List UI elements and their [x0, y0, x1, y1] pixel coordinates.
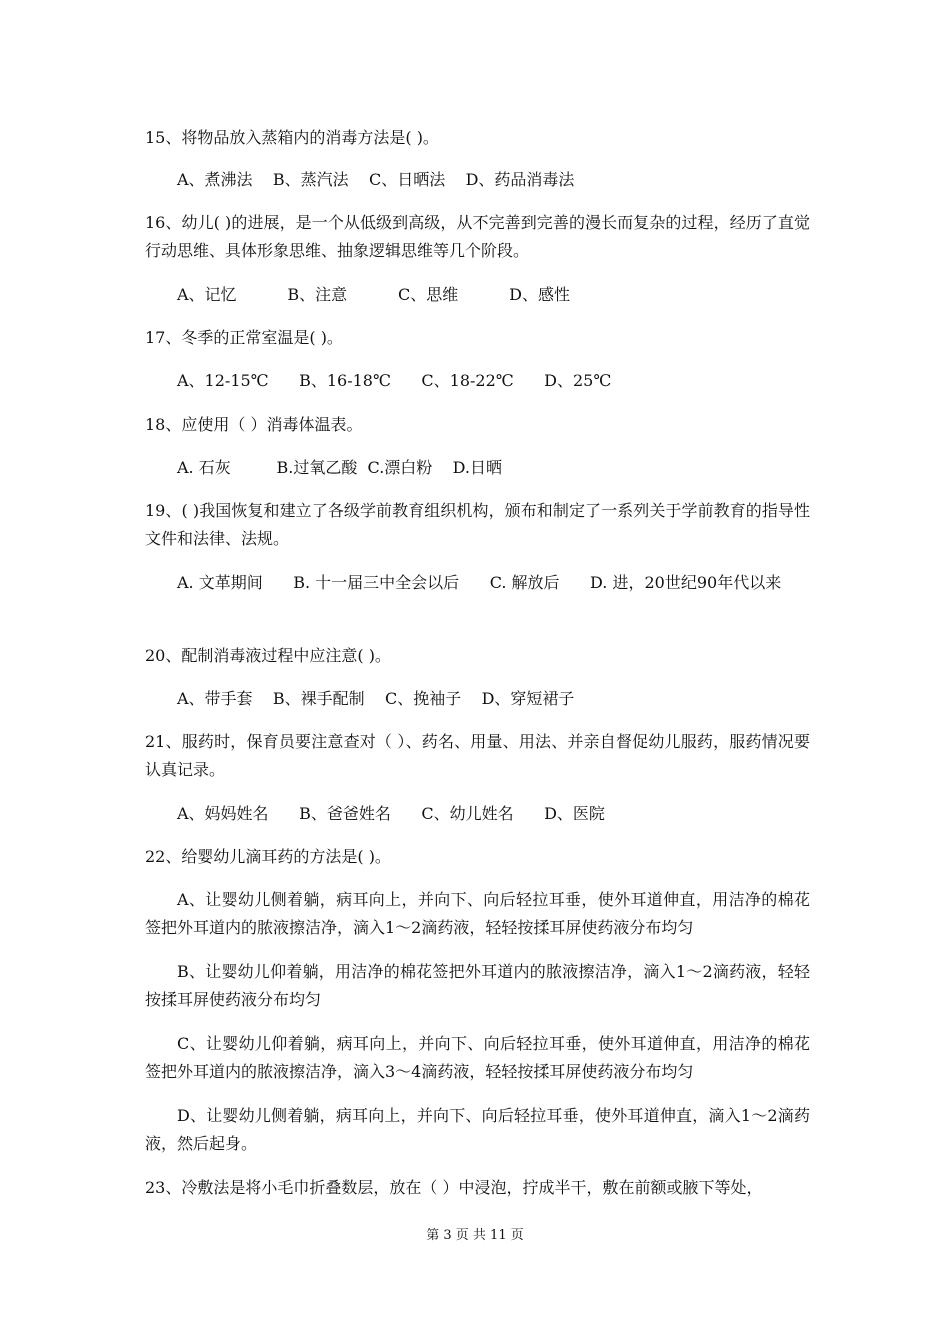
question-17: 17、冬季的正常室温是( )。 [145, 328, 343, 347]
options-17: A、12-15℃ B、16-18℃ C、18-22℃ D、25℃ [177, 371, 612, 390]
question-22: 22、给婴幼儿滴耳药的方法是( )。 [145, 847, 391, 866]
options-15: A、煮沸法 B、蒸汽法 C、日晒法 D、药品消毒法 [177, 170, 575, 189]
question-21: 21、服药时，保育员要注意查对（ ）、药名、用量、用法、并亲自督促幼儿服药，服药情况要认真记录。 [145, 732, 810, 779]
options-16: A、记忆 B、注意 C、思维 D、感性 [177, 285, 570, 304]
question-15: 15、将物品放入蒸箱内的消毒方法是( )。 [145, 128, 439, 147]
question-19: 19、( )我国恢复和建立了各级学前教育组织机构，颁布和制定了一系列关于学前教育的指导性文件和法律、法规。 [145, 501, 810, 548]
options-19: A. 文革期间 B. 十一届三中全会以后 C. 解放后 D. 进，20世纪90年代以来 [177, 573, 782, 592]
options-21: A、妈妈姓名 B、爸爸姓名 C、幼儿姓名 D、医院 [177, 804, 605, 823]
option-22-d: D、让婴幼儿侧着躺，病耳向上，并向下、向后轻拉耳垂，使外耳道伸直，滴入1～2滴药液，然后起身。 [145, 1106, 810, 1153]
option-22-b: B、让婴幼儿仰着躺，用洁净的棉花签把外耳道内的脓液擦洁净，滴入1～2滴药液，轻轻按揉耳屏使药液分布均匀 [145, 962, 810, 1009]
option-22-a: A、让婴幼儿侧着躺，病耳向上，并向下、向后轻拉耳垂，使外耳道伸直，用洁净的棉花签把外耳道内的脓液擦洁净，滴入1～2滴药液，轻轻按揉耳屏使药液分布均匀 [145, 890, 810, 937]
page-footer: 第 3 页 共 11 页 [426, 1228, 524, 1243]
question-16: 16、幼儿( )的进展，是一个从低级到高级，从不完善到完善的漫长而复杂的过程，经历了直觉行动思维、具体形象思维、抽象逻辑思维等几个阶段。 [145, 213, 810, 260]
question-20: 20、配制消毒液过程中应注意( )。 [145, 646, 391, 665]
question-23: 23、冷敷法是将小毛巾折叠数层，放在（ ）中浸泡，拧成半干，敷在前额或腋下等处， [145, 1178, 763, 1197]
options-20: A、带手套 B、裸手配制 C、挽袖子 D、穿短裙子 [177, 689, 575, 708]
option-22-c: C、让婴幼儿仰着躺，病耳向上，并向下、向后轻拉耳垂，使外耳道伸直，用洁净的棉花签把外耳道内的脓液擦洁净，滴入3～4滴药液，轻轻按揉耳屏使药液分布均匀 [145, 1034, 810, 1081]
question-18: 18、应使用（ ）消毒体温表。 [145, 415, 363, 434]
options-18: A. 石灰 B.过氧乙酸 C.漂白粉 D.日晒 [177, 458, 502, 477]
